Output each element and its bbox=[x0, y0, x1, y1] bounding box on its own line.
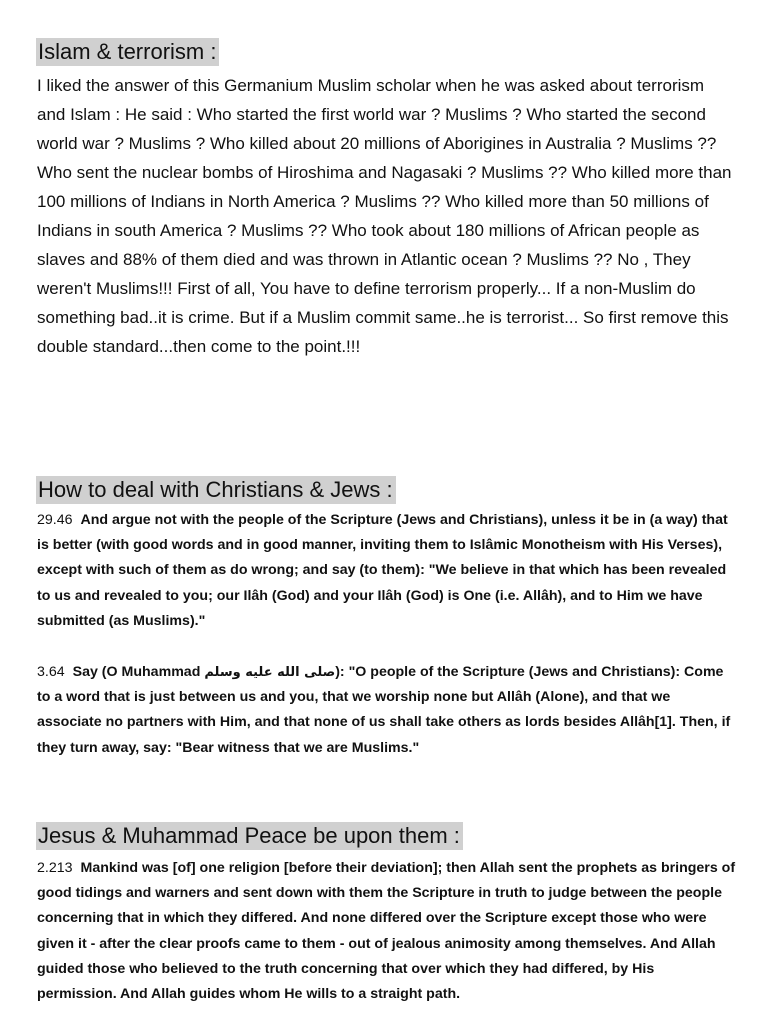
section-heading-jesus-muhammad: Jesus & Muhammad Peace be upon them : bbox=[36, 822, 463, 850]
verse-text: Mankind was [of] one religion [before their deviation]; then Allah sent the prophets as bringers of good tidings and warners and sent down with them the Scripture in truth to judge between the people concerning that in which they differed. And none differed over the Scripture except those who were given it - after the clear proofs came to them - out of jealous animosity among themselves. And Allah guided those who believed to the truth concerning that over which they had differed, by His permission. And Allah guides whom He wills to a straight path. bbox=[37, 860, 736, 1003]
verse-intro: Say (O bbox=[72, 664, 118, 680]
verse-ref: 3.64 bbox=[37, 664, 65, 680]
verse-29-46 bbox=[37, 508, 737, 634]
verse-text: ): "O people of the Scripture (Jews and Christians): Come to a word that is just between us and you, that we worship none but Allâh (Alone), and that we associate no partners with Him, and that none of us shall take others as lords besides Allâh[1]. Then, if they turn away, say: "Bear witness that we are Muslims." bbox=[37, 664, 731, 756]
section-heading-christians-jews: How to deal with Christians & Jews : bbox=[36, 476, 396, 504]
paragraph-islam-terrorism: I liked the answer of this Germanium Muslim scholar when he was asked about terrorism and Islam : He said : Who started the first world war ? Muslims ? Who started the second world war ? Muslims ? Who killed about 20 millions of Aborigines in Australia ? Muslims ?? Who sent the nuclear bombs of Hiroshima and Nagasaki ? Muslims ?? Who killed more than 100 millions of Indians in North America ? Muslims ?? Who killed more than 50 millions of Indians in south America ? Muslims ?? Who took about 180 millions of African people as slaves and 88% of them died and was thrown in Atlantic ocean ? Muslims ?? No , They weren't Muslims!!! First of all, You have to define terrorism properly... If a non-Muslim do something bad..it is crime. But if a Muslim commit same..he is terrorist... So first remove this double standard...then come to the point.!!! bbox=[37, 76, 732, 356]
arabic-blessing: صلى الله عليه وسلم bbox=[204, 665, 336, 680]
verse-3-64 bbox=[37, 660, 737, 761]
verse-ref: 29.46 bbox=[37, 512, 73, 528]
verse-ref: 2.213 bbox=[37, 860, 73, 876]
verse-text: And argue not with the people of the Scripture (Jews and Christians), unless it be in (a way) that is better (with good words and in good manner, inviting them to Islâmic Monotheism with His Verses), except with such of them as do wrong; and say (to them): "We believe in that which has been revealed to us and revealed to you; our Ilâh (God) and your Ilâh (God) is One (i.e. Allâh), and to Him we have submitted (as Muslims)." bbox=[37, 512, 728, 629]
prophet-name: Muhammad bbox=[121, 664, 201, 680]
section-heading-islam-terrorism: Islam & terrorism : bbox=[36, 38, 219, 66]
verse-2-213 bbox=[37, 856, 737, 1007]
